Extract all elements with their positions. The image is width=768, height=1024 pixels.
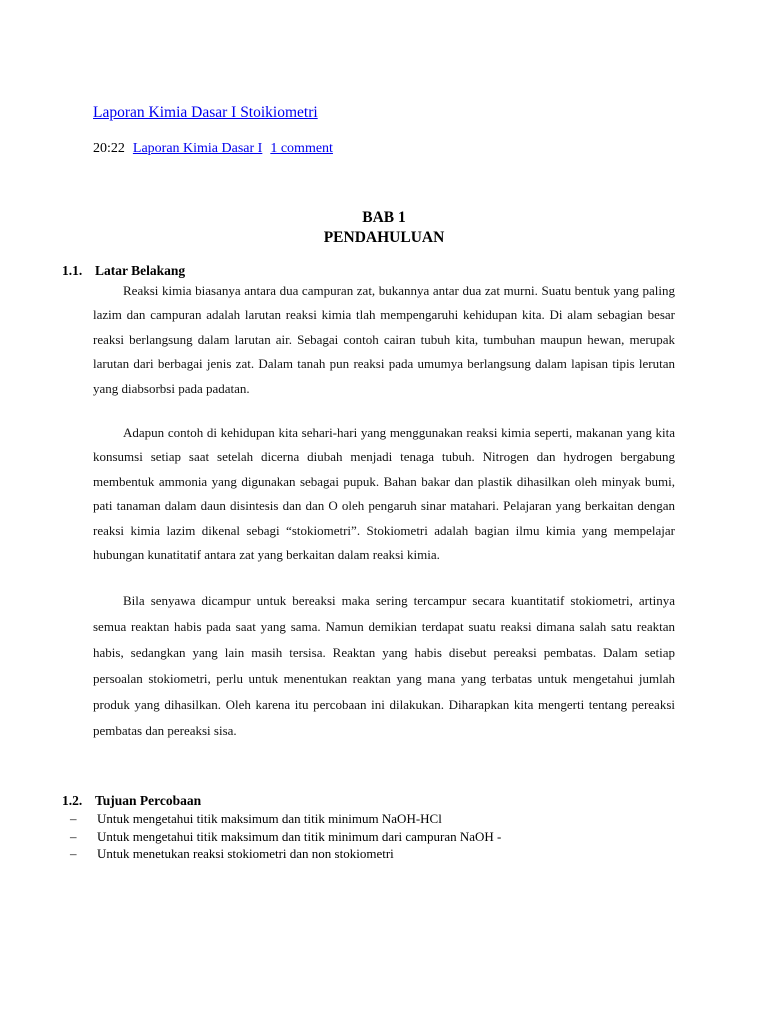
section-title: Latar Belakang: [95, 263, 186, 278]
paragraph: Adapun contoh di kehidupan kita sehari-hari yang menggunakan reaksi kimia seperti, makanan yang kita konsumsi setiap saat setelah dicerna diubah menjadi tenaga tubuh. Nitrogen dan hydrogen bergabung membentuk ammonia yang digunakan sebagai pupuk. Bahan bakar dan plastik dihasilkan oleh minyak bumi, pati tanaman dalam daun disintesis dan dan O oleh pengaruh sinar matahari. Pelajaran yang berkaitan dengan reaksi kimia lazim dikenal sebagi “stokiometri”. Stokiometri adalah bagian ilmu kimia yang mempelajar hubungan kunatitatif antara zat yang berkaitan dalam reaksi kimia.: [93, 425, 675, 563]
chapter-number: BAB 1: [362, 209, 406, 226]
list-item-text: Untuk mengetahui titik maksimum dan titik minimum dari campuran NaOH -: [97, 828, 502, 844]
objective-list: [70, 810, 501, 863]
section-number: 1.1.: [62, 263, 83, 278]
dash-bullet: –: [70, 811, 77, 826]
section-title: Tujuan Percobaan: [95, 793, 202, 808]
section-heading-tujuan-percobaan: [62, 793, 201, 809]
section-heading-latar-belakang: [62, 263, 185, 279]
dash-bullet: –: [70, 846, 77, 861]
paragraph: Reaksi kimia biasanya antara dua campuran zat, bukannya antar dua zat murni. Suatu bentuk yang paling lazim dan campuran adalah larutan reaksi kimia tlah mempengaruhi kehidupan kita. Di alam sebagian besar reaksi berlangsung dalam larutan air. Sebagai contoh cairan tubuh kita, tumbuhan maupun hewan, merupak larutan dari berbagai jenis zat. Dalam tanah pun reaksi pada umumya berlangsung dalam lapisan tipis lerutan yang diabsorbsi pada padatan.: [93, 283, 675, 396]
dash-bullet: –: [70, 828, 77, 844]
list-item: [70, 845, 501, 863]
post-label-link[interactable]: Laporan Kimia Dasar I: [132, 141, 263, 156]
chapter-title: PENDAHULUAN: [323, 229, 445, 246]
comments-link[interactable]: 1 comment: [270, 141, 333, 156]
list-item: [70, 810, 501, 828]
post-time: 20:22: [93, 141, 125, 156]
post-title-link[interactable]: Laporan Kimia Dasar I Stoikiometri: [93, 104, 318, 121]
section-number: 1.2.: [62, 793, 83, 808]
list-item: [70, 828, 501, 846]
list-item-text: Untuk mengetahui titik maksimum dan titik minimum NaOH-HCl: [97, 811, 442, 826]
paragraph: Bila senyawa dicampur untuk bereaksi maka sering tercampur secara kuantitatif stokiometri, artinya semua reaktan habis pada saat yang sama. Namun demikian terdapat suatu reaksi dimana salah satu reaktan habis, sedangkan yang lain masih tersisa. Reaktan yang habis disebut pereaksi pembatas. Dalam setiap persoalan stokiometri, perlu untuk menentukan reaktan yang mana yang terbatas untuk mengetahui jumlah produk yang dihasilkan. Oleh karena itu percobaan ini dilakukan. Diharapkan kita mengerti tentang pereaksi pembatas dan pereaksi sisa.: [93, 593, 675, 739]
post-meta: [93, 140, 333, 158]
list-item-text: Untuk menetukan reaksi stokiometri dan non stokiometri: [97, 846, 394, 861]
